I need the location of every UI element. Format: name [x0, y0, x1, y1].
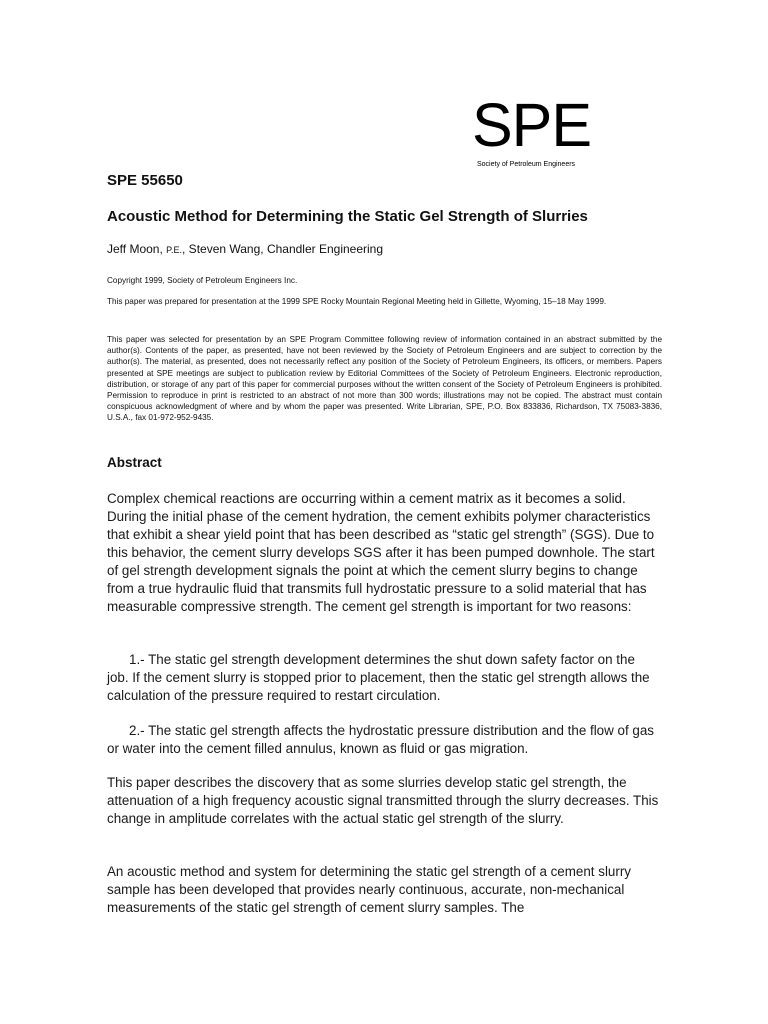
logo-subtitle: Society of Petroleum Engineers — [477, 161, 576, 168]
logo-mark: SPE — [472, 91, 592, 159]
paper-number: SPE 55650 — [107, 172, 183, 189]
abstract-list-item: 1.- The static gel strength development determines the shut down safety factor on the job. If the cement slurry is stopped prior to placement, then the static gel strength allows the calculation of the pressure required to restart circulation. — [107, 652, 650, 703]
abstract-list-item: 2.- The static gel strength affects the hydrostatic pressure distribution and the flow of gas or water into the cement filled annulus, known as fluid or gas migration. — [107, 723, 655, 756]
paper-title: Acoustic Method for Determining the Static Gel Strength of Slurries — [107, 208, 588, 225]
author-line — [107, 242, 383, 256]
author-primary: Jeff Moon, — [107, 242, 163, 256]
author-credential: P.E. — [166, 245, 183, 255]
abstract-paragraph: This paper describes the discovery that as some slurries develop static gel strength, the attenuation of a high frequency acoustic signal transmitted through the slurry decreases. This change in amplitude correlates with the actual static gel strength of the slurry. — [107, 775, 659, 826]
abstract-paragraph: An acoustic method and system for determining the static gel strength of a cement slurry sample has been developed that provides nearly continuous, accurate, non-mechanical measurements of the static gel strength of cement slurry samples. The — [107, 864, 631, 915]
selection-note: This paper was selected for presentation by an SPE Program Committee following review of information contained in an abstract submitted by the author(s). Contents of the paper, as presented, have not been reviewed by the Society of Petroleum Engineers and are subject to correction by the author(s). The material, as presented, does not necessarily reflect any position of the Society of Petroleum Engineers, its officers, or members. Papers presented at SPE meetings are subject to publication review by Editorial Committees of the Society of Petroleum Engineers. Electronic reproduction, distribution, or storage of any part of this paper for commercial purposes without the written consent of the Society of Petroleum Engineers is prohibited. Permission to reproduce in print is restricted to an abstract of not more than 300 words; illustrations may not be copied. The abstract must contain conspicuous acknowledgment of where and by whom the paper was presented. Write Librarian, SPE, P.O. Box 833836, Richardson, TX 75083-3836, U.S.A., fax 01-972-952-9435. — [107, 335, 662, 423]
abstract-paragraph: Complex chemical reactions are occurring within a cement matrix as it becomes a solid. During the initial phase of the cement hydration, the cement exhibits polymer characteristics that exhibit a shear yield point that has been described as “static gel strength” (SGS). Due to this behavior, the cement slurry develops SGS after it has been pumped downhole. The start of gel strength development signals the point at which the cement slurry begins to change from a true hydraulic fluid that transmits full hydrostatic pressure to a solid material that has measurable compressive strength. The cement gel strength is important for two reasons: — [107, 491, 655, 614]
spe-logo — [472, 92, 602, 170]
copyright-notice: Copyright 1999, Society of Petroleum Engineers Inc. — [107, 276, 298, 285]
abstract-heading: Abstract — [107, 455, 162, 470]
presentation-note: This paper was prepared for presentation at the 1999 SPE Rocky Mountain Regional Meeting held in Gillette, Wyoming, 15–18 May 1999. — [107, 297, 607, 306]
author-others: , Steven Wang, Chandler Engineering — [182, 242, 384, 256]
